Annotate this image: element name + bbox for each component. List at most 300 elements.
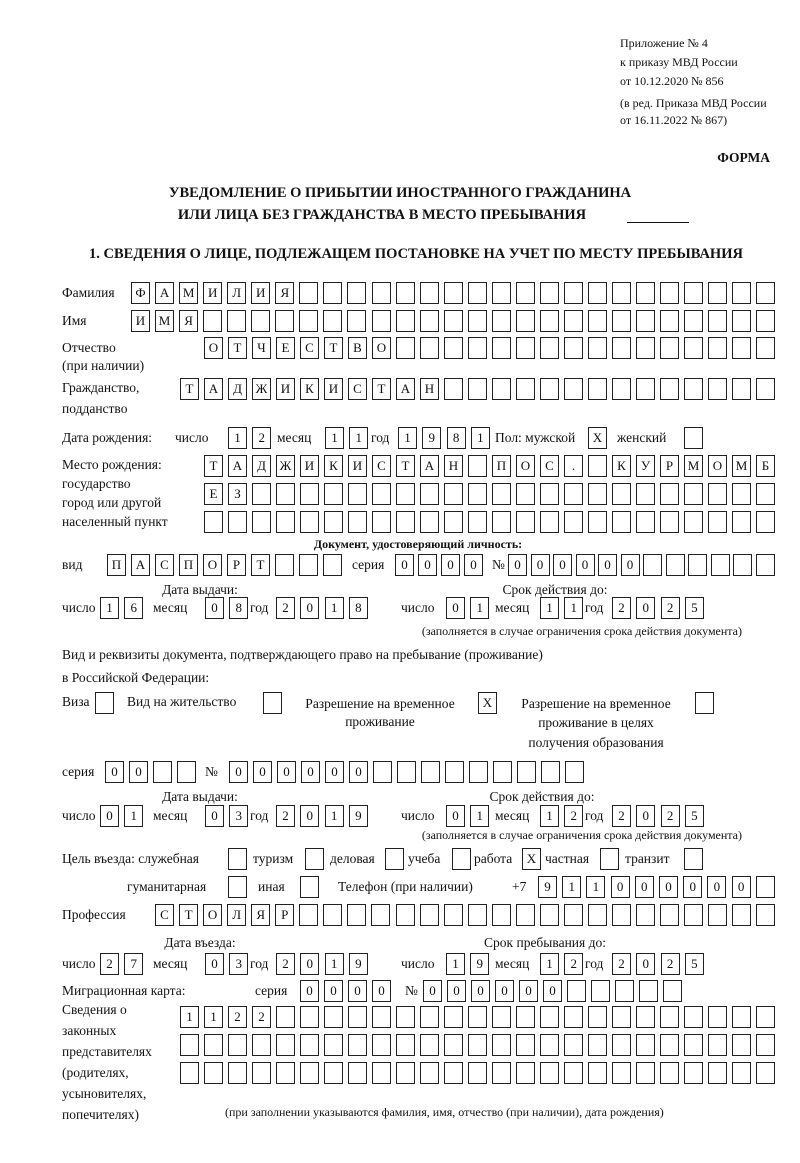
birth-month-cell[interactable]: 1 <box>325 427 344 449</box>
birth-place-cell[interactable] <box>324 511 343 533</box>
stay-series-cell[interactable]: 0 <box>129 761 148 783</box>
profession-cell[interactable] <box>516 904 535 926</box>
birth-place-cell[interactable] <box>468 511 487 533</box>
stay-number-cell[interactable] <box>541 761 560 783</box>
entry-day-cell[interactable]: 7 <box>124 953 143 975</box>
entry-until-year-cell[interactable]: 2 <box>661 953 680 975</box>
doc-type-cell[interactable] <box>323 554 342 576</box>
citizenship-cell[interactable]: А <box>204 378 223 400</box>
phone-cell[interactable]: 9 <box>538 876 557 898</box>
citizenship-cell[interactable] <box>756 378 775 400</box>
patronymic-cell[interactable] <box>444 337 463 359</box>
representatives-cell[interactable] <box>420 1006 439 1028</box>
representatives-cell[interactable] <box>348 1006 367 1028</box>
stay-series-cell[interactable]: 0 <box>105 761 124 783</box>
entry-year-cell[interactable]: 2 <box>276 953 295 975</box>
representatives-cell[interactable] <box>708 1006 727 1028</box>
representatives-cell[interactable] <box>420 1062 439 1084</box>
surname-cell[interactable]: Л <box>227 282 246 304</box>
birth-place-cell[interactable] <box>468 455 487 477</box>
surname-cell[interactable]: И <box>251 282 270 304</box>
entry-day-cell[interactable]: 2 <box>100 953 119 975</box>
representatives-cell[interactable] <box>180 1062 199 1084</box>
name-cell[interactable] <box>275 310 294 332</box>
entry-year-cell[interactable]: 1 <box>325 953 344 975</box>
id-issue-year-cell[interactable]: 2 <box>276 597 295 619</box>
name-cell[interactable] <box>396 310 415 332</box>
migration-series-cell[interactable]: 0 <box>348 980 367 1002</box>
id-issue-month-cell[interactable]: 0 <box>205 597 224 619</box>
citizenship-cell[interactable]: Д <box>228 378 247 400</box>
name-cell[interactable] <box>227 310 246 332</box>
stay-number-cell[interactable]: 0 <box>349 761 368 783</box>
birth-place-cell[interactable] <box>732 511 751 533</box>
patronymic-cell[interactable] <box>420 337 439 359</box>
representatives-cell[interactable] <box>708 1034 727 1056</box>
representatives-cell[interactable] <box>468 1034 487 1056</box>
stay-issue-until-day-cell[interactable]: 0 <box>446 805 465 827</box>
migration-number-cell[interactable] <box>663 980 682 1002</box>
birth-place-cell[interactable] <box>588 511 607 533</box>
birth-place-cell[interactable] <box>756 483 775 505</box>
surname-cell[interactable] <box>468 282 487 304</box>
representatives-cell[interactable] <box>684 1062 703 1084</box>
phone-cell[interactable]: 0 <box>683 876 702 898</box>
stay-series-cell[interactable] <box>153 761 172 783</box>
profession-cell[interactable] <box>660 904 679 926</box>
representatives-cell[interactable] <box>612 1062 631 1084</box>
surname-cell[interactable] <box>540 282 559 304</box>
representatives-cell[interactable] <box>564 1062 583 1084</box>
birth-place-cell[interactable]: А <box>228 455 247 477</box>
representatives-cell[interactable] <box>420 1034 439 1056</box>
doc-type-cell[interactable]: П <box>107 554 126 576</box>
stay-number-cell[interactable] <box>565 761 584 783</box>
birth-place-cell[interactable] <box>300 511 319 533</box>
representatives-cell[interactable] <box>324 1034 343 1056</box>
stay-number-cell[interactable] <box>517 761 536 783</box>
representatives-cell[interactable] <box>492 1006 511 1028</box>
patronymic-cell[interactable] <box>564 337 583 359</box>
name-cell[interactable] <box>468 310 487 332</box>
doc-type-cell[interactable]: С <box>155 554 174 576</box>
representatives-cell[interactable] <box>252 1034 271 1056</box>
doc-series-cell[interactable]: 0 <box>441 554 460 576</box>
name-cell[interactable] <box>347 310 366 332</box>
entry-until-year-cell[interactable]: 0 <box>636 953 655 975</box>
citizenship-cell[interactable] <box>588 378 607 400</box>
birth-place-cell[interactable]: С <box>372 455 391 477</box>
patronymic-cell[interactable]: О <box>372 337 391 359</box>
representatives-cell[interactable] <box>276 1034 295 1056</box>
doc-number-cell[interactable] <box>711 554 730 576</box>
citizenship-cell[interactable]: Т <box>180 378 199 400</box>
name-cell[interactable] <box>203 310 222 332</box>
id-issue-month-cell[interactable]: 8 <box>229 597 248 619</box>
birth-place-cell[interactable] <box>660 483 679 505</box>
id-issue-until-year-cell[interactable]: 2 <box>661 597 680 619</box>
patronymic-cell[interactable] <box>636 337 655 359</box>
purpose-private-checkbox-cell[interactable] <box>600 848 619 870</box>
patronymic-cell[interactable]: С <box>300 337 319 359</box>
representatives-cell[interactable] <box>588 1034 607 1056</box>
id-issue-year-cell[interactable]: 1 <box>325 597 344 619</box>
representatives-cell[interactable] <box>684 1006 703 1028</box>
doc-type-cell[interactable]: П <box>179 554 198 576</box>
birth-place-cell[interactable] <box>228 511 247 533</box>
citizenship-cell[interactable] <box>468 378 487 400</box>
surname-cell[interactable] <box>444 282 463 304</box>
birth-place-cell[interactable] <box>684 483 703 505</box>
doc-number-cell[interactable]: 0 <box>598 554 617 576</box>
entry-month-cell[interactable]: 0 <box>205 953 224 975</box>
birth-place-cell[interactable] <box>708 483 727 505</box>
migration-number-cell[interactable]: 0 <box>495 980 514 1002</box>
doc-number-cell[interactable]: 0 <box>531 554 550 576</box>
birth-place-cell[interactable] <box>420 483 439 505</box>
migration-number-cell[interactable] <box>615 980 634 1002</box>
birth-place-cell[interactable]: К <box>324 455 343 477</box>
profession-cell[interactable]: Л <box>227 904 246 926</box>
representatives-cell[interactable] <box>492 1062 511 1084</box>
purpose-business-checkbox-cell[interactable] <box>385 848 404 870</box>
entry-year-cell[interactable]: 0 <box>300 953 319 975</box>
representatives-cell[interactable] <box>348 1062 367 1084</box>
birth-place-cell[interactable]: . <box>564 455 583 477</box>
representatives-cell[interactable] <box>468 1006 487 1028</box>
representatives-cell[interactable] <box>756 1006 775 1028</box>
profession-cell[interactable] <box>732 904 751 926</box>
temp-residence-edu-checkbox-cell[interactable] <box>695 692 714 714</box>
doc-type-cell[interactable] <box>275 554 294 576</box>
representatives-cell[interactable]: 2 <box>252 1006 271 1028</box>
citizenship-cell[interactable] <box>492 378 511 400</box>
representatives-cell[interactable] <box>636 1034 655 1056</box>
stay-issue-day-cell[interactable]: 0 <box>100 805 119 827</box>
stay-issue-year-cell[interactable]: 0 <box>300 805 319 827</box>
representatives-cell[interactable] <box>396 1034 415 1056</box>
representatives-cell[interactable] <box>492 1034 511 1056</box>
representatives-cell[interactable] <box>612 1006 631 1028</box>
id-issue-until-year-cell[interactable]: 0 <box>636 597 655 619</box>
profession-cell[interactable] <box>588 904 607 926</box>
patronymic-cell[interactable]: Т <box>324 337 343 359</box>
phone-cell[interactable]: 1 <box>586 876 605 898</box>
citizenship-cell[interactable] <box>708 378 727 400</box>
patronymic-cell[interactable] <box>756 337 775 359</box>
birth-place-cell[interactable] <box>468 483 487 505</box>
entry-until-day-cell[interactable]: 1 <box>446 953 465 975</box>
phone-cell[interactable]: 0 <box>707 876 726 898</box>
doc-number-cell[interactable] <box>756 554 775 576</box>
patronymic-cell[interactable]: В <box>348 337 367 359</box>
surname-cell[interactable] <box>708 282 727 304</box>
birth-place-cell[interactable]: Т <box>204 455 223 477</box>
representatives-cell[interactable] <box>324 1062 343 1084</box>
representatives-cell[interactable]: 2 <box>228 1006 247 1028</box>
surname-cell[interactable]: М <box>179 282 198 304</box>
stay-number-cell[interactable] <box>445 761 464 783</box>
birth-place-cell[interactable] <box>372 511 391 533</box>
representatives-cell[interactable] <box>300 1006 319 1028</box>
id-issue-until-year-cell[interactable]: 5 <box>685 597 704 619</box>
birth-place-cell[interactable]: У <box>636 455 655 477</box>
representatives-cell[interactable] <box>276 1006 295 1028</box>
doc-type-cell[interactable]: Т <box>251 554 270 576</box>
citizenship-cell[interactable] <box>516 378 535 400</box>
patronymic-cell[interactable] <box>660 337 679 359</box>
doc-number-cell[interactable]: 0 <box>553 554 572 576</box>
birth-place-cell[interactable] <box>612 483 631 505</box>
citizenship-cell[interactable] <box>612 378 631 400</box>
birth-place-cell[interactable]: С <box>540 455 559 477</box>
representatives-cell[interactable] <box>444 1062 463 1084</box>
patronymic-cell[interactable]: Ч <box>252 337 271 359</box>
representatives-cell[interactable] <box>372 1034 391 1056</box>
birth-place-cell[interactable]: И <box>300 455 319 477</box>
temp-residence-checkbox-cell[interactable]: X <box>478 692 497 714</box>
representatives-cell[interactable] <box>516 1006 535 1028</box>
stay-number-cell[interactable]: 0 <box>325 761 344 783</box>
citizenship-cell[interactable]: Ж <box>252 378 271 400</box>
entry-until-day-cell[interactable]: 9 <box>470 953 489 975</box>
stay-number-cell[interactable] <box>493 761 512 783</box>
representatives-cell[interactable] <box>468 1062 487 1084</box>
representatives-cell[interactable] <box>636 1062 655 1084</box>
birth-place-cell[interactable] <box>516 483 535 505</box>
entry-year-cell[interactable]: 9 <box>349 953 368 975</box>
birth-place-cell[interactable]: П <box>492 455 511 477</box>
profession-cell[interactable]: Р <box>275 904 294 926</box>
stay-issue-until-month-cell[interactable]: 2 <box>564 805 583 827</box>
profession-cell[interactable] <box>396 904 415 926</box>
migration-number-cell[interactable]: 0 <box>423 980 442 1002</box>
id-issue-until-month-cell[interactable]: 1 <box>540 597 559 619</box>
birth-place-cell[interactable]: М <box>684 455 703 477</box>
representatives-cell[interactable] <box>708 1062 727 1084</box>
profession-cell[interactable] <box>468 904 487 926</box>
patronymic-cell[interactable]: Е <box>276 337 295 359</box>
stay-number-cell[interactable]: 0 <box>301 761 320 783</box>
entry-until-month-cell[interactable]: 1 <box>540 953 559 975</box>
migration-number-cell[interactable]: 0 <box>543 980 562 1002</box>
profession-cell[interactable] <box>299 904 318 926</box>
representatives-cell[interactable] <box>660 1034 679 1056</box>
birth-place-cell[interactable] <box>396 483 415 505</box>
birth-place-cell[interactable] <box>420 511 439 533</box>
birth-place-cell[interactable]: А <box>420 455 439 477</box>
surname-cell[interactable] <box>420 282 439 304</box>
surname-cell[interactable] <box>660 282 679 304</box>
purpose-official-checkbox-cell[interactable] <box>228 848 247 870</box>
stay-issue-year-cell[interactable]: 1 <box>325 805 344 827</box>
representatives-cell[interactable] <box>252 1062 271 1084</box>
birth-place-cell[interactable]: Т <box>396 455 415 477</box>
birth-place-cell[interactable] <box>492 511 511 533</box>
doc-number-cell[interactable]: 0 <box>621 554 640 576</box>
birth-place-cell[interactable] <box>324 483 343 505</box>
birth-place-cell[interactable] <box>660 511 679 533</box>
profession-cell[interactable] <box>564 904 583 926</box>
stay-number-cell[interactable] <box>469 761 488 783</box>
representatives-cell[interactable] <box>228 1034 247 1056</box>
representatives-cell[interactable] <box>444 1006 463 1028</box>
citizenship-cell[interactable]: И <box>324 378 343 400</box>
surname-cell[interactable]: Ф <box>131 282 150 304</box>
profession-cell[interactable] <box>684 904 703 926</box>
representatives-cell[interactable] <box>636 1006 655 1028</box>
phone-cell[interactable] <box>756 876 775 898</box>
birth-place-cell[interactable]: Ж <box>276 455 295 477</box>
migration-series-cell[interactable]: 0 <box>300 980 319 1002</box>
citizenship-cell[interactable]: А <box>396 378 415 400</box>
patronymic-cell[interactable] <box>516 337 535 359</box>
birth-place-cell[interactable] <box>492 483 511 505</box>
migration-number-cell[interactable]: 0 <box>519 980 538 1002</box>
patronymic-cell[interactable] <box>612 337 631 359</box>
stay-issue-until-day-cell[interactable]: 1 <box>470 805 489 827</box>
representatives-cell[interactable] <box>516 1062 535 1084</box>
entry-month-cell[interactable]: 3 <box>229 953 248 975</box>
doc-number-cell[interactable] <box>643 554 662 576</box>
surname-cell[interactable]: И <box>203 282 222 304</box>
birth-place-cell[interactable]: З <box>228 483 247 505</box>
citizenship-cell[interactable]: С <box>348 378 367 400</box>
stay-issue-month-cell[interactable]: 3 <box>229 805 248 827</box>
birth-place-cell[interactable] <box>204 511 223 533</box>
birth-place-cell[interactable] <box>276 483 295 505</box>
profession-cell[interactable] <box>323 904 342 926</box>
birth-year-cell[interactable]: 8 <box>447 427 466 449</box>
birth-month-cell[interactable]: 1 <box>349 427 368 449</box>
representatives-cell[interactable] <box>204 1062 223 1084</box>
surname-cell[interactable]: А <box>155 282 174 304</box>
representatives-cell[interactable] <box>540 1006 559 1028</box>
birth-day-cell[interactable]: 1 <box>228 427 247 449</box>
birth-place-cell[interactable] <box>252 511 271 533</box>
birth-place-cell[interactable] <box>708 511 727 533</box>
birth-day-cell[interactable]: 2 <box>252 427 271 449</box>
birth-year-cell[interactable]: 1 <box>471 427 490 449</box>
entry-until-month-cell[interactable]: 2 <box>564 953 583 975</box>
birth-place-cell[interactable] <box>348 511 367 533</box>
sex-female-checkbox-cell[interactable] <box>684 427 703 449</box>
citizenship-cell[interactable] <box>732 378 751 400</box>
surname-cell[interactable] <box>564 282 583 304</box>
citizenship-cell[interactable]: К <box>300 378 319 400</box>
birth-place-cell[interactable] <box>756 511 775 533</box>
surname-cell[interactable] <box>612 282 631 304</box>
representatives-cell[interactable] <box>372 1062 391 1084</box>
birth-place-cell[interactable] <box>684 511 703 533</box>
stay-issue-until-month-cell[interactable]: 1 <box>540 805 559 827</box>
phone-cell[interactable]: 0 <box>659 876 678 898</box>
name-cell[interactable] <box>420 310 439 332</box>
patronymic-cell[interactable] <box>396 337 415 359</box>
phone-cell[interactable]: 0 <box>611 876 630 898</box>
profession-cell[interactable] <box>347 904 366 926</box>
doc-type-cell[interactable]: О <box>203 554 222 576</box>
id-issue-until-day-cell[interactable]: 1 <box>470 597 489 619</box>
citizenship-cell[interactable] <box>684 378 703 400</box>
surname-cell[interactable] <box>756 282 775 304</box>
birth-place-cell[interactable]: Б <box>756 455 775 477</box>
surname-cell[interactable] <box>492 282 511 304</box>
birth-place-cell[interactable] <box>588 483 607 505</box>
representatives-cell[interactable] <box>228 1062 247 1084</box>
stay-issue-year-cell[interactable]: 9 <box>349 805 368 827</box>
birth-place-cell[interactable] <box>348 483 367 505</box>
stay-number-cell[interactable] <box>397 761 416 783</box>
name-cell[interactable]: М <box>155 310 174 332</box>
doc-number-cell[interactable]: 0 <box>508 554 527 576</box>
profession-cell[interactable] <box>756 904 775 926</box>
profession-cell[interactable]: О <box>203 904 222 926</box>
purpose-study-checkbox-cell[interactable] <box>452 848 471 870</box>
patronymic-cell[interactable] <box>684 337 703 359</box>
stay-number-cell[interactable]: 0 <box>229 761 248 783</box>
migration-number-cell[interactable]: 0 <box>447 980 466 1002</box>
representatives-cell[interactable] <box>732 1062 751 1084</box>
representatives-cell[interactable] <box>732 1034 751 1056</box>
id-issue-until-year-cell[interactable]: 2 <box>612 597 631 619</box>
profession-cell[interactable] <box>492 904 511 926</box>
birth-place-cell[interactable] <box>588 455 607 477</box>
birth-year-cell[interactable]: 1 <box>398 427 417 449</box>
representatives-cell[interactable] <box>516 1034 535 1056</box>
birth-place-cell[interactable]: О <box>516 455 535 477</box>
name-cell[interactable]: И <box>131 310 150 332</box>
sex-male-checkbox-cell[interactable]: X <box>588 427 607 449</box>
birth-place-cell[interactable] <box>732 483 751 505</box>
representatives-cell[interactable] <box>300 1034 319 1056</box>
patronymic-cell[interactable] <box>468 337 487 359</box>
id-issue-year-cell[interactable]: 8 <box>349 597 368 619</box>
surname-cell[interactable] <box>588 282 607 304</box>
profession-cell[interactable] <box>540 904 559 926</box>
doc-type-cell[interactable]: А <box>131 554 150 576</box>
birth-place-cell[interactable]: Е <box>204 483 223 505</box>
citizenship-cell[interactable] <box>444 378 463 400</box>
purpose-other-checkbox-cell[interactable] <box>300 876 319 898</box>
doc-type-cell[interactable]: Р <box>227 554 246 576</box>
id-issue-year-cell[interactable]: 0 <box>300 597 319 619</box>
birth-place-cell[interactable] <box>540 483 559 505</box>
birth-place-cell[interactable]: Д <box>252 455 271 477</box>
representatives-cell[interactable]: 1 <box>204 1006 223 1028</box>
representatives-cell[interactable] <box>276 1062 295 1084</box>
surname-cell[interactable] <box>347 282 366 304</box>
patronymic-cell[interactable]: Т <box>228 337 247 359</box>
citizenship-cell[interactable]: Н <box>420 378 439 400</box>
surname-cell[interactable] <box>516 282 535 304</box>
representatives-cell[interactable] <box>372 1006 391 1028</box>
representatives-cell[interactable]: 1 <box>180 1006 199 1028</box>
migration-number-cell[interactable] <box>567 980 586 1002</box>
stay-number-cell[interactable] <box>373 761 392 783</box>
birth-place-cell[interactable] <box>300 483 319 505</box>
purpose-transit-checkbox-cell[interactable] <box>684 848 703 870</box>
name-cell[interactable] <box>684 310 703 332</box>
birth-place-cell[interactable] <box>636 483 655 505</box>
entry-until-year-cell[interactable]: 2 <box>612 953 631 975</box>
name-cell[interactable]: Я <box>179 310 198 332</box>
migration-number-cell[interactable] <box>639 980 658 1002</box>
representatives-cell[interactable] <box>540 1062 559 1084</box>
surname-cell[interactable] <box>684 282 703 304</box>
migration-series-cell[interactable]: 0 <box>372 980 391 1002</box>
doc-number-cell[interactable]: 0 <box>576 554 595 576</box>
